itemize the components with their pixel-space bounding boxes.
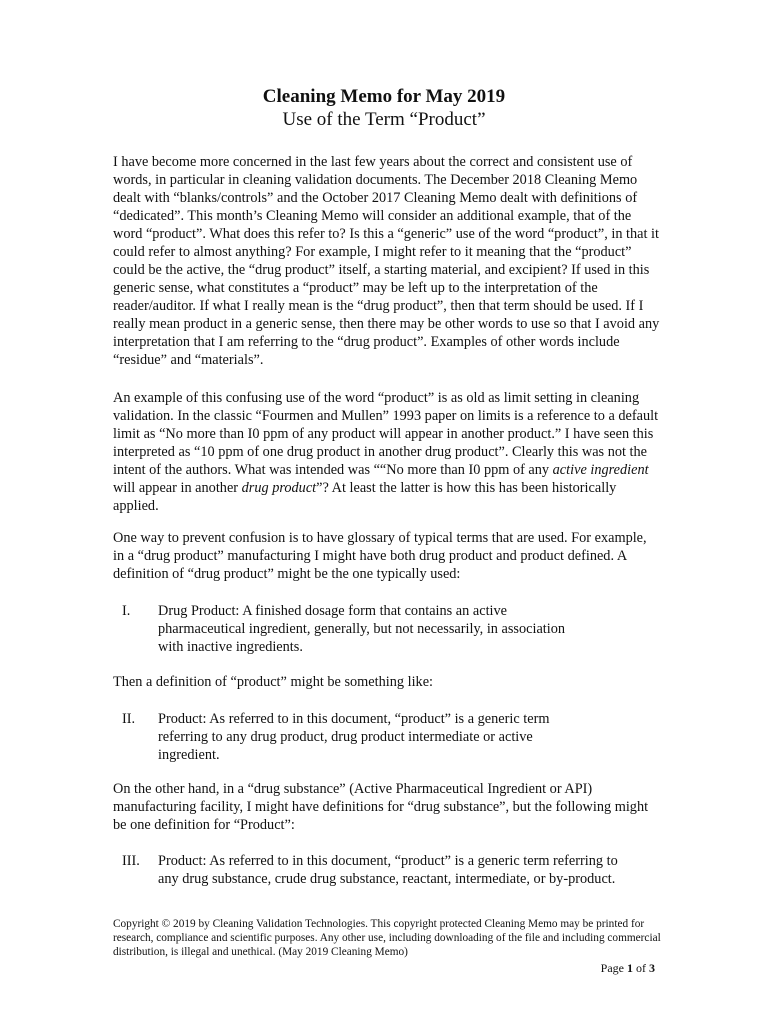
paragraph-limit-text-mid: will appear in another xyxy=(113,480,242,496)
paragraph-limit-example xyxy=(113,389,661,515)
paragraph-glossary: One way to prevent confusion is to have glossary of typical terms that are used. For example, in a “drug product” manufacturing I might have both drug product and product defined. A definition of “drug product” might be the one typically used: xyxy=(113,530,647,582)
paragraph-product-intro: Then a definition of “product” might be something like: xyxy=(113,674,434,690)
page-of-label: of xyxy=(633,961,649,975)
definition-number: III. xyxy=(122,853,140,869)
emphasis-drug-product: drug product xyxy=(241,480,317,496)
definition-line: Product: As referred to in this document, “product” is a generic term xyxy=(158,711,550,727)
page-label: Page xyxy=(600,961,627,975)
paragraph-drug-substance: On the other hand, in a “drug substance” (Active Pharmaceutical Ingredient or API) manufacturing facility, I might have definitions for “drug substance”, but the following might be one definition for “Product”: xyxy=(113,781,649,833)
paragraph-intro: I have become more concerned in the last few years about the correct and consistent use of words, in particular in cleaning validation documents. The December 2018 Cleaning Memo dealt with “blanks/controls” and the October 2017 Cleaning Memo dealt with definitions of “dedicated”. This month’s Cleaning Memo will consider an additional example, that of the word “product”. What does this refer to? Is this a “generic” use of the word “product”, in that it could refer to almost anything? For example, I might refer to it meaning that the “product” could be the active, the “drug product” itself, a starting material, and excipient? If used in this generic sense, what constitutes a “product” may be left up to the interpretation of the reader/auditor. If what I really mean is the “drug product”, then that term should be used. If I really mean product in a generic sense, then there may be other words to use so that I avoid any interpretation that I am referring to the “drug product”. Examples of other words include “residue” and “materials”. xyxy=(113,154,660,368)
definition-text xyxy=(158,852,668,888)
page-current: 1 xyxy=(627,961,633,975)
definition-number: II. xyxy=(122,711,136,727)
definition-text xyxy=(158,602,658,656)
definition-text xyxy=(158,710,658,764)
memo-title: Cleaning Memo for May 2019 xyxy=(262,86,506,107)
definition-line: Product: As referred to in this document, “product” is a generic term referring to xyxy=(158,853,618,869)
paragraph-limit-text-start: An example of this confusing use of the word “product” is as old as limit setting in cleaning validation. In the classic “Fourmen and Mullen” 1993 paper on limits is a reference to a default limit as “No more than I0 ppm of any product will appear in another product.” I have seen this interpreted as “10 ppm of one drug product in another drug product”. Clearly this was not the intent of the authors. What was intended was ““No more than I0 ppm of any xyxy=(113,390,659,478)
page-total: 3 xyxy=(649,961,655,975)
definition-line: ingredient. xyxy=(158,747,220,763)
definition-line: Drug Product: A finished dosage form that contains an active xyxy=(158,603,508,619)
paragraph-limit-text-end: ”? At least the latter is how this has been historically applied. xyxy=(113,480,617,514)
copyright-footer: Copyright © 2019 by Cleaning Validation Technologies. This copyright protected Cleaning Memo may be printed for research, compliance and scientific purposes. Any other use, including downloading of the file and including commercial distribution, is illegal and unethical. (May 2019 Cleaning Memo) xyxy=(113,918,661,958)
definition-line: any drug substance, crude drug substance, reactant, intermediate, or by-product. xyxy=(158,871,616,887)
definition-number: I. xyxy=(122,603,131,619)
emphasis-active-ingredient: active ingredient xyxy=(552,462,649,478)
definition-line: pharmaceutical ingredient, generally, but not necessarily, in association xyxy=(158,621,566,637)
memo-subtitle: Use of the Term “Product” xyxy=(282,109,486,130)
page-number xyxy=(560,961,655,976)
definition-line: with inactive ingredients. xyxy=(158,639,303,655)
definition-line: referring to any drug product, drug product intermediate or active xyxy=(158,729,533,745)
